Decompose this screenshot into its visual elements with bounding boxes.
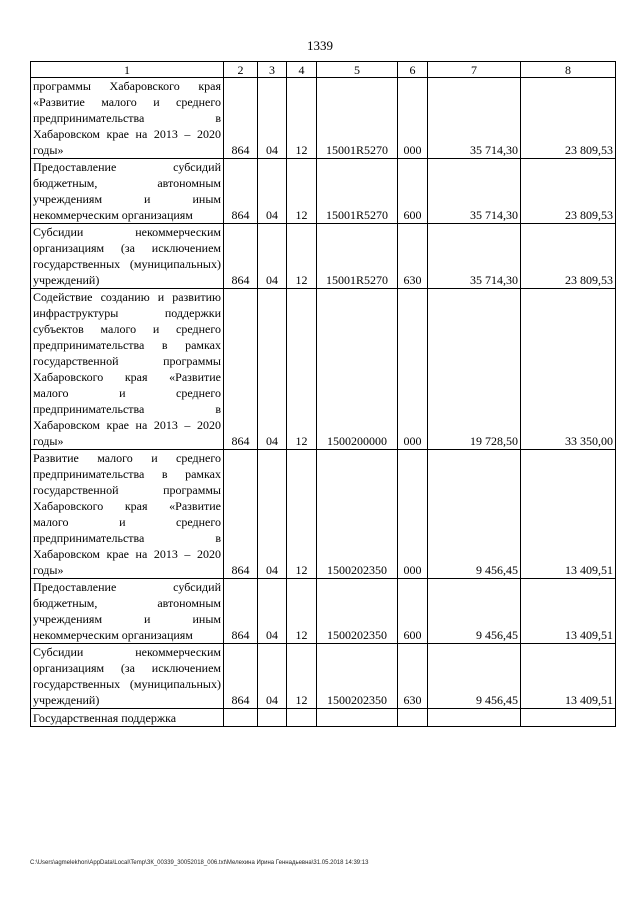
cell-target: 1500202350	[317, 450, 398, 579]
cell-amount-2	[521, 709, 616, 727]
cell-target: 15001R5270	[317, 78, 398, 159]
page-number: 1339	[307, 38, 333, 53]
cell-amount-2: 23 809,53	[521, 159, 616, 224]
table-row	[31, 159, 616, 224]
cell-type: 000	[398, 78, 428, 159]
row-name: Предоставление субсидий бюджетным, автономным учреждениям и иным некоммерческим организациям	[31, 159, 224, 224]
cell-subsection: 12	[287, 450, 317, 579]
cell-target: 1500202350	[317, 579, 398, 644]
row-name: Развитие малого и среднего предпринимательства в рамках государственной программы Хабаровского края «Развитие малого и среднего предпринимательства в Хабаровском крае на 2013 – 2020 годы»	[31, 450, 224, 579]
budget-table	[30, 61, 616, 727]
cell-section: 04	[258, 450, 287, 579]
cell-subsection: 12	[287, 289, 317, 450]
cell-code	[224, 709, 258, 727]
cell-section: 04	[258, 224, 287, 289]
cell-section: 04	[258, 78, 287, 159]
column-header: 1	[31, 62, 224, 78]
cell-subsection: 12	[287, 644, 317, 709]
cell-subsection: 12	[287, 159, 317, 224]
cell-amount-2: 33 350,00	[521, 289, 616, 450]
column-header: 3	[258, 62, 287, 78]
cell-type: 600	[398, 579, 428, 644]
cell-type: 000	[398, 450, 428, 579]
cell-section: 04	[258, 579, 287, 644]
cell-target: 1500200000	[317, 289, 398, 450]
column-header: 2	[224, 62, 258, 78]
cell-amount-1: 35 714,30	[428, 159, 521, 224]
table-header-row	[31, 62, 616, 78]
cell-code: 864	[224, 224, 258, 289]
cell-amount-1: 9 456,45	[428, 644, 521, 709]
row-name: Государственная поддержка	[31, 709, 224, 727]
cell-code: 864	[224, 644, 258, 709]
table-row	[31, 224, 616, 289]
column-header: 8	[521, 62, 616, 78]
cell-amount-1: 19 728,50	[428, 289, 521, 450]
table-row	[31, 450, 616, 579]
cell-code: 864	[224, 159, 258, 224]
table-row	[31, 579, 616, 644]
cell-target	[317, 709, 398, 727]
cell-target: 15001R5270	[317, 224, 398, 289]
cell-section: 04	[258, 644, 287, 709]
cell-amount-2: 13 409,51	[521, 644, 616, 709]
cell-amount-2: 23 809,53	[521, 78, 616, 159]
cell-amount-1: 35 714,30	[428, 78, 521, 159]
cell-section: 04	[258, 289, 287, 450]
row-name: программы Хабаровского края «Развитие малого и среднего предпринимательства в Хабаровском крае на 2013 – 2020 годы»	[31, 78, 224, 159]
cell-code: 864	[224, 579, 258, 644]
file-path-footer: C:\Users\agmelekhon\AppData\Local\Temp\ЗК_00339_30052018_006.txt\Мелехина Ирина Геннадьевна\31.05.2018 14:39:13	[30, 860, 369, 866]
row-name: Субсидии некоммерческим организациям (за исключением государственных (муниципальных) учреждений)	[31, 224, 224, 289]
cell-code: 864	[224, 78, 258, 159]
cell-target: 15001R5270	[317, 159, 398, 224]
cell-amount-1: 9 456,45	[428, 450, 521, 579]
table-row	[31, 78, 616, 159]
column-header: 4	[287, 62, 317, 78]
cell-type: 000	[398, 289, 428, 450]
column-header: 6	[398, 62, 428, 78]
cell-subsection: 12	[287, 78, 317, 159]
cell-type: 600	[398, 159, 428, 224]
table-row	[31, 289, 616, 450]
column-header: 7	[428, 62, 521, 78]
column-header: 5	[317, 62, 398, 78]
table-row	[31, 644, 616, 709]
table-row	[31, 709, 616, 727]
cell-code: 864	[224, 450, 258, 579]
cell-amount-1	[428, 709, 521, 727]
cell-subsection: 12	[287, 224, 317, 289]
row-name: Содействие созданию и развитию инфраструктуры поддержки субъектов малого и среднего предпринимательства в рамках государственной программы Хабаровского края «Развитие малого и среднего предпринимательства в Хабаровском крае на 2013 – 2020 годы»	[31, 289, 224, 450]
cell-section	[258, 709, 287, 727]
cell-code: 864	[224, 289, 258, 450]
cell-amount-1: 35 714,30	[428, 224, 521, 289]
cell-amount-2: 23 809,53	[521, 224, 616, 289]
row-name: Субсидии некоммерческим организациям (за исключением государственных (муниципальных) учреждений)	[31, 644, 224, 709]
cell-target: 1500202350	[317, 644, 398, 709]
cell-type: 630	[398, 224, 428, 289]
cell-subsection: 12	[287, 579, 317, 644]
cell-type	[398, 709, 428, 727]
cell-amount-2: 13 409,51	[521, 579, 616, 644]
cell-amount-1: 9 456,45	[428, 579, 521, 644]
cell-amount-2: 13 409,51	[521, 450, 616, 579]
cell-subsection	[287, 709, 317, 727]
cell-section: 04	[258, 159, 287, 224]
cell-type: 630	[398, 644, 428, 709]
row-name: Предоставление субсидий бюджетным, автономным учреждениям и иным некоммерческим организациям	[31, 579, 224, 644]
